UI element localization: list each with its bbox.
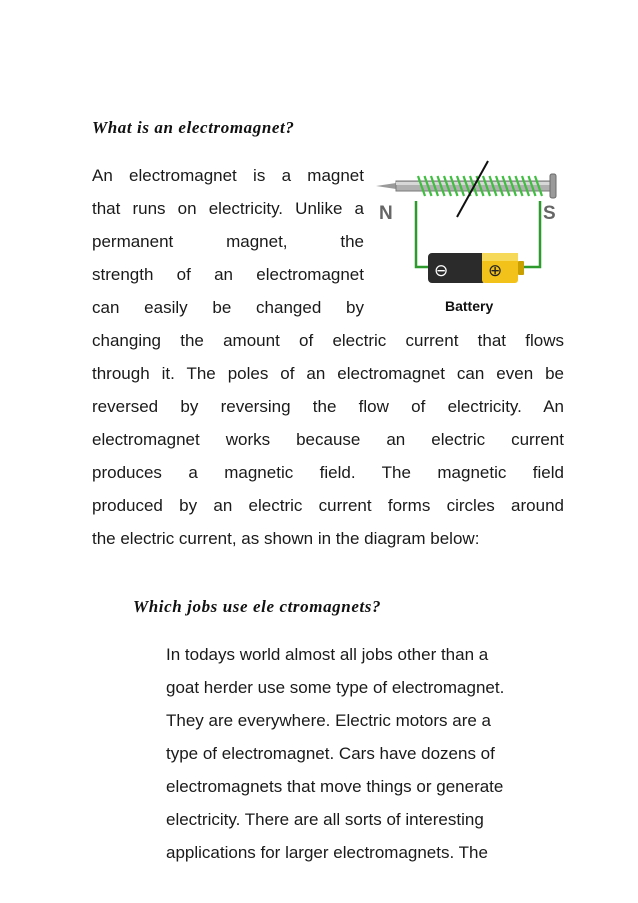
battery-icon [428, 253, 524, 283]
pole-north-label: N [379, 203, 393, 224]
paragraph-line: In todays world almost all jobs other than a [166, 645, 489, 664]
paragraph-line: applications for larger electromagnets. The [166, 843, 488, 862]
paragraph-line: electromagnets that move things or generate [166, 777, 504, 796]
intro-paragraph-wide [92, 324, 564, 555]
intro-paragraph-narrow [92, 159, 364, 324]
paragraph-line: can easily be changed by [92, 298, 364, 317]
paragraph-line: type of electromagnet. Cars have dozens of [166, 744, 495, 763]
jobs-paragraph [166, 638, 566, 869]
paragraph-line: An electromagnet is a magnet [92, 166, 364, 185]
paragraph-line: reversed by reversing the flow of electricity. An [92, 397, 564, 416]
paragraph-line: They are everywhere. Electric motors are a [166, 711, 492, 730]
electromagnet-diagram [370, 159, 572, 317]
paragraph-line: the electric current, as shown in the diagram below: [92, 529, 480, 548]
paragraph-line: produced by an electric current forms circles around [92, 496, 564, 515]
battery-minus-symbol: ⊖ [434, 261, 449, 281]
paragraph-line: produces a magnetic field. The magnetic field [92, 463, 564, 482]
paragraph-line: electricity. There are all sorts of interesting [166, 810, 484, 829]
paragraph-line: that runs on electricity. Unlike a [92, 199, 364, 218]
battery-plus-symbol: ⊕ [488, 261, 503, 281]
pole-south-label: S [543, 203, 556, 224]
paragraph-line: goat herder use some type of electromagnet. [166, 678, 505, 697]
section-heading-jobs: Which jobs use ele ctromagnets? [133, 597, 382, 616]
paragraph-line: permanent magnet, the [92, 232, 364, 251]
section-heading-electromagnet: What is an electromagnet? [92, 118, 295, 137]
paragraph-line: changing the amount of electric current that flows [92, 331, 564, 350]
paragraph-line: through it. The poles of an electromagnet can even be [92, 364, 564, 383]
paragraph-line: electromagnet works because an electric current [92, 430, 564, 449]
paragraph-line: strength of an electromagnet [92, 265, 364, 284]
battery-label: Battery [445, 298, 494, 314]
